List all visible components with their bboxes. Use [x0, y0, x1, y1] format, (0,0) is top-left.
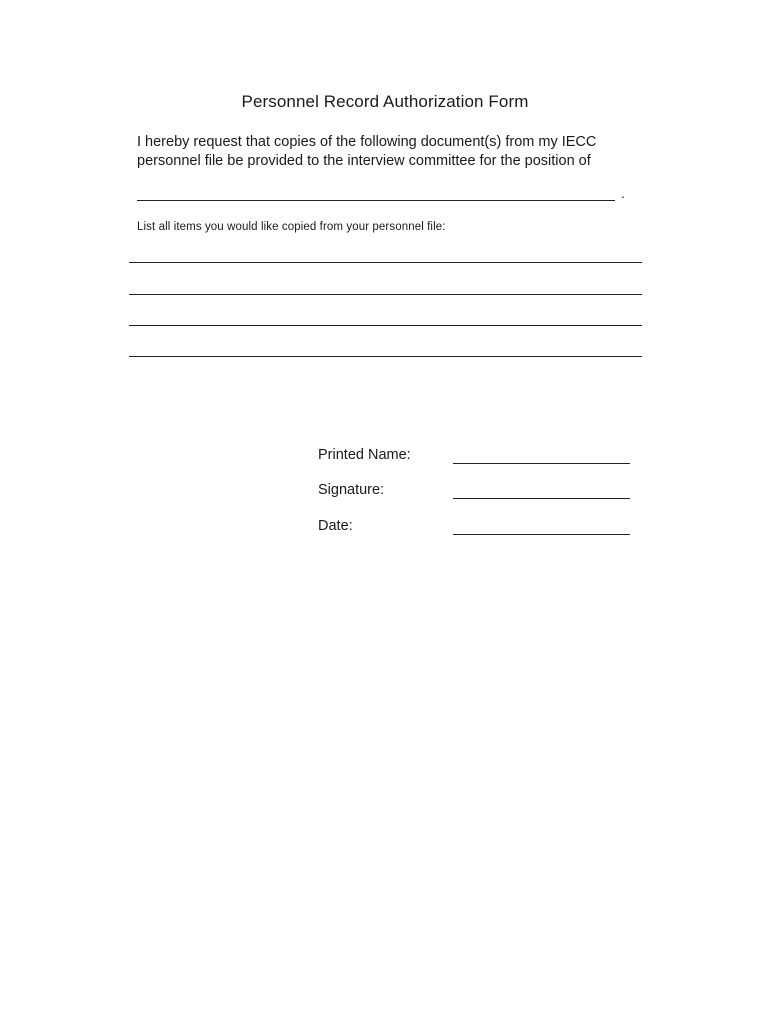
intro-line-2: personnel file be provided to the interview committee for the position of: [137, 153, 591, 169]
date-line[interactable]: [453, 534, 630, 535]
date-label: Date:: [318, 518, 353, 534]
signature-line[interactable]: [453, 498, 630, 499]
position-period: .: [621, 185, 625, 201]
printed-name-line[interactable]: [453, 463, 630, 464]
position-field-row: [137, 184, 625, 201]
item-line-2[interactable]: [129, 294, 642, 295]
intro-paragraph: [137, 133, 657, 171]
intro-line-1: I hereby request that copies of the following document(s) from my IECC: [137, 134, 597, 150]
form-title: Personnel Record Authorization Form: [241, 92, 529, 111]
signature-label: Signature:: [318, 482, 385, 498]
position-input-line[interactable]: [137, 184, 615, 201]
item-line-1[interactable]: [129, 262, 642, 263]
item-line-3[interactable]: [129, 325, 642, 326]
list-items-label: List all items you would like copied from your personnel file:: [137, 221, 446, 233]
printed-name-label: Printed Name:: [318, 447, 411, 463]
item-line-4[interactable]: [129, 356, 642, 357]
